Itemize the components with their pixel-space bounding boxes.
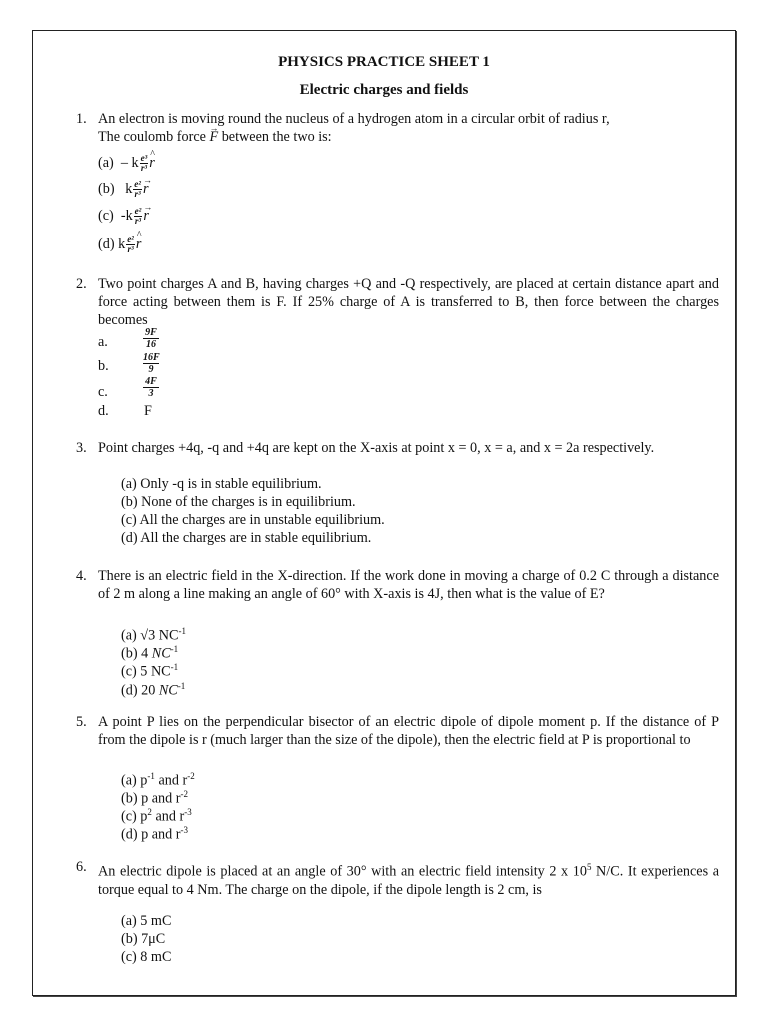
question-text: There is an electric field in the X-direction. If the work done in moving a charge of 0.2 C through a distance of 2 m along a line making an angle of 60° with X-axis is 4J, then what is the value of E? [98, 568, 719, 602]
option-item: (c) -k $\frac{\text{e²}}{\text{r³}}$ → r [98, 207, 149, 226]
option-item: (b) 7μC [121, 931, 166, 947]
question-number: 6. [76, 859, 87, 875]
option-label: c. [98, 384, 108, 400]
option-item: (c) 8 mC [121, 949, 172, 965]
page-subtitle: Electric charges and fields [299, 82, 469, 98]
option-label: b. [98, 358, 109, 374]
option-item: (a) 5 mC [121, 913, 172, 929]
question-text: Two point charges A and B, having charges +Q and -Q respectively, are placed at certain distance apart and force acting between them is F. If 25% charge of A is transferred to B, then force between the charges becomes [98, 276, 719, 328]
question-number: 1. [76, 111, 87, 127]
option-item: (a) – k $\frac{\text{e³}}{\text{r³}}$ ^ r [98, 154, 155, 173]
vector-f: → F [209, 128, 218, 146]
question-text: An electron is moving round the nucleus of a hydrogen atom in a circular orbit of radius r, The coulomb force → F between the two is: [98, 110, 719, 146]
option-label: a. [98, 334, 108, 350]
option-label: d. [98, 403, 109, 419]
option-item: (d) 20 $NC^{-1}$ [121, 681, 186, 699]
question-number: 3. [76, 440, 87, 456]
option-item: (d) All the charges are in stable equilibrium. [121, 530, 372, 546]
option-item: (a) √3 $NC^{-1}$ [121, 626, 186, 644]
option-item: (c) $p^2$ and $r^{-3}$ [121, 807, 192, 825]
question-text: Point charges +4q, -q and +4q are kept on the X-axis at point x = 0, x = a, and x = 2a respectively. [98, 440, 655, 456]
question-number: 2. [76, 276, 87, 292]
question-text: An electric dipole is placed at an angle of 30° with an electric field intensity 2 x $10^5$ N/C. It experiences a torque equal to 4 Nm. The charge on the dipole, if the dipole length is 2 cm, is [98, 862, 719, 898]
option-item: (d) p and $r^{-3}$ [121, 825, 188, 843]
page-title: PHYSICS PRACTICE SHEET 1 [278, 54, 490, 70]
option-item: (d) k $\frac{\text{e²}}{\text{r³}}$ ^ r [98, 235, 141, 254]
question-number: 4. [76, 568, 87, 584]
fraction: 16F 9 [143, 352, 160, 375]
option-item: (b) p and $r^{-2}$ [121, 789, 188, 807]
option-value: F [144, 403, 152, 419]
question-number: 5. [76, 714, 87, 730]
option-item: (b) 4 $NC^{-1}$ [121, 644, 179, 662]
option-item: (b) k $\frac{\text{e²}}{\text{r³}}$ → r [98, 180, 149, 199]
option-item: (c) All the charges are in unstable equilibrium. [121, 512, 385, 528]
option-item: (a) Only -q is in stable equilibrium. [121, 476, 322, 492]
question-text: A point P lies on the perpendicular bisector of an electric dipole of dipole moment p. If the distance of P from the dipole is r (much larger than the size of the dipole), then the electric field at P is proportional to [98, 714, 719, 748]
option-item: (c) 5 $NC^{-1}$ [121, 662, 179, 680]
fraction: 4F 3 [142, 376, 160, 399]
option-item: (b) None of the charges is in equilibrium. [121, 494, 356, 510]
fraction: 9F 16 [142, 327, 160, 350]
option-item: (a) $p^{-1}$ and $r^{-2}$ [121, 771, 195, 789]
